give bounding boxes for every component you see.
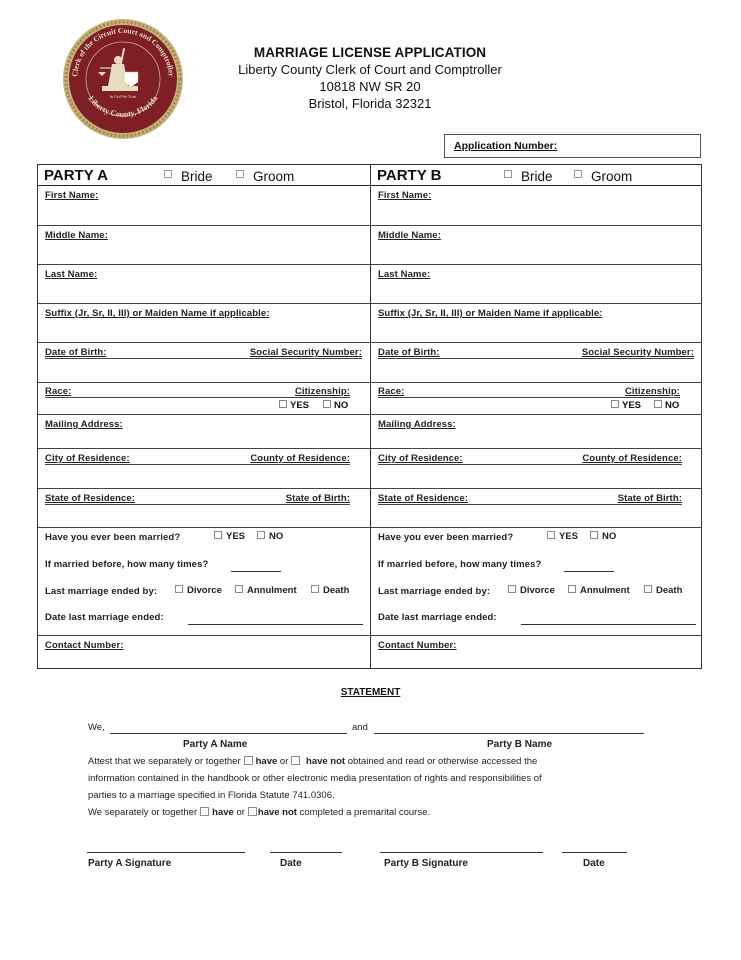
- statement-text: We separately or together: [88, 807, 198, 818]
- have-not-label: have not: [257, 807, 297, 818]
- checkbox-icon[interactable]: [279, 400, 287, 408]
- application-number-field[interactable]: [444, 134, 701, 158]
- divider: [45, 464, 350, 465]
- divider: [45, 358, 362, 359]
- document-header: [200, 44, 540, 112]
- checkbox-icon[interactable]: [504, 170, 512, 178]
- party-b-state-row[interactable]: [371, 489, 702, 528]
- ended-by-label: Last marriage ended by:: [45, 586, 158, 597]
- have-label: have: [255, 756, 278, 767]
- party-a-date-input[interactable]: [270, 852, 342, 853]
- annulment-label: Annulment: [247, 585, 297, 596]
- state-birth-label: State of Birth:: [617, 493, 682, 504]
- yes-label: YES: [622, 400, 642, 411]
- party-b-signature-label: Party B Signature: [384, 858, 468, 869]
- checkbox-icon[interactable]: [508, 585, 516, 593]
- party-b-dob-ssn-row[interactable]: [371, 343, 702, 383]
- suffix-label: Suffix (Jr, Sr, II, III) or Maiden Name if applicable:: [378, 308, 603, 319]
- have-not-label: have not: [306, 756, 346, 767]
- party-b-race-citizenship-row[interactable]: [371, 383, 702, 415]
- last-name-label: Last Name:: [45, 269, 98, 280]
- party-b-bride-option[interactable]: [504, 169, 553, 184]
- no-label: NO: [665, 400, 680, 411]
- party-a-signature-input[interactable]: [87, 852, 245, 853]
- times-married-question: If married before, how many times?: [378, 559, 542, 570]
- divider: [378, 464, 682, 465]
- office-name: Liberty County Clerk of Court and Comptroller: [238, 62, 502, 77]
- citizenship-label: Citizenship:: [294, 386, 350, 397]
- checkbox-icon[interactable]: [574, 170, 582, 178]
- statement-text: obtained and read or otherwise accessed the: [347, 756, 538, 767]
- party-b-date-label: Date: [583, 858, 605, 869]
- have-label: have: [212, 807, 234, 818]
- statement-and: and: [352, 722, 368, 733]
- divorce-option[interactable]: [508, 585, 555, 596]
- party-a-header: [38, 165, 370, 186]
- citizenship-yes-option[interactable]: [279, 400, 309, 411]
- party-b-city-county-row[interactable]: [371, 449, 702, 489]
- party-a-dob-ssn-row[interactable]: [38, 343, 370, 383]
- state-residence-label: State of Residence:: [378, 493, 469, 504]
- party-a-column: [38, 165, 370, 668]
- application-number-label: Application Number:: [454, 140, 558, 152]
- citizenship-no-option[interactable]: [654, 400, 679, 411]
- city-label: City of Residence:: [378, 453, 463, 464]
- ssn-label: Social Security Number:: [581, 347, 694, 358]
- checkbox-icon[interactable]: [611, 400, 619, 408]
- have-accessed-checkbox[interactable]: [244, 756, 253, 765]
- bride-label: Bride: [181, 169, 213, 184]
- party-a-mailing-address-field[interactable]: [38, 415, 370, 449]
- first-name-label: First Name:: [45, 190, 99, 201]
- married-yes-option[interactable]: [214, 531, 245, 542]
- or-label: or: [279, 756, 289, 767]
- svg-text:In God We Trust: In God We Trust: [109, 94, 137, 99]
- dob-label: Date of Birth:: [378, 347, 440, 358]
- party-a-city-county-row[interactable]: [38, 449, 370, 489]
- divorce-option[interactable]: [175, 585, 222, 596]
- divider: [45, 504, 350, 505]
- mailing-address-label: Mailing Address:: [45, 419, 123, 430]
- party-a-groom-option[interactable]: [236, 169, 294, 184]
- party-a-date-label: Date: [280, 858, 302, 869]
- checkbox-icon[interactable]: [214, 531, 222, 539]
- checkbox-icon[interactable]: [257, 531, 265, 539]
- state-residence-label: State of Residence:: [45, 493, 136, 504]
- checkbox-icon[interactable]: [654, 400, 662, 408]
- party-b-first-name-field[interactable]: [371, 186, 702, 226]
- party-b-marriage-history: [371, 528, 702, 636]
- statement-we: We,: [88, 722, 105, 733]
- party-b-groom-option[interactable]: [574, 169, 632, 184]
- first-name-label: First Name:: [378, 190, 432, 201]
- party-a-suffix-field[interactable]: [38, 304, 370, 343]
- have-not-completed-checkbox[interactable]: [248, 807, 257, 816]
- statement-line-4: [88, 807, 430, 818]
- party-b-signature-input[interactable]: [380, 852, 543, 853]
- annulment-option[interactable]: [568, 585, 630, 596]
- party-b-heading: PARTY B: [377, 167, 442, 184]
- race-label: Race:: [378, 386, 405, 397]
- married-no-option[interactable]: [590, 531, 616, 542]
- statement-line-2: information contained in the handbook or other electronic media presentation of rights and responsibilities of: [88, 773, 542, 784]
- times-married-input[interactable]: [564, 571, 614, 572]
- middle-name-label: Middle Name:: [45, 230, 108, 241]
- statement-text: completed a premarital course.: [299, 807, 431, 818]
- death-option[interactable]: [644, 585, 682, 596]
- divorce-label: Divorce: [520, 585, 555, 596]
- groom-label: Groom: [253, 169, 295, 184]
- document-title: MARRIAGE LICENSE APPLICATION: [253, 45, 487, 60]
- party-b-column: [370, 165, 702, 668]
- checkbox-icon[interactable]: [311, 585, 319, 593]
- party-a-state-row[interactable]: [38, 489, 370, 528]
- party-a-name-label: Party A Name: [183, 739, 248, 750]
- contact-number-label: Contact Number:: [45, 640, 124, 651]
- statement-line-1: [88, 756, 537, 767]
- citizenship-yes-option[interactable]: [611, 400, 641, 411]
- party-a-signature-label: Party A Signature: [88, 858, 172, 869]
- state-birth-label: State of Birth:: [285, 493, 350, 504]
- checkbox-icon[interactable]: [235, 585, 243, 593]
- checkbox-icon[interactable]: [236, 170, 244, 178]
- checkbox-icon[interactable]: [175, 585, 183, 593]
- married-no-option[interactable]: [257, 531, 283, 542]
- city-label: City of Residence:: [45, 453, 130, 464]
- times-married-input[interactable]: [231, 571, 281, 572]
- no-label: NO: [269, 531, 284, 542]
- suffix-label: Suffix (Jr, Sr, II, III) or Maiden Name if applicable:: [45, 308, 270, 319]
- date-ended-input[interactable]: [521, 624, 696, 625]
- party-b-name-input[interactable]: [374, 733, 644, 734]
- married-yes-option[interactable]: [547, 531, 578, 542]
- dob-label: Date of Birth:: [45, 347, 107, 358]
- contact-number-label: Contact Number:: [378, 640, 457, 651]
- married-question: Have you ever been married?: [378, 532, 514, 543]
- divider: [45, 397, 350, 398]
- yes-label: YES: [226, 531, 246, 542]
- annulment-option[interactable]: [235, 585, 297, 596]
- no-label: NO: [334, 400, 349, 411]
- svg-text:Clerk of the Circuit Court and: Clerk of the Circuit Court and Comptroller: [70, 25, 176, 78]
- death-label: Death: [656, 585, 683, 596]
- party-b-date-input[interactable]: [562, 852, 627, 853]
- party-b-suffix-field[interactable]: [371, 304, 702, 343]
- statement-line-3: parties to a marriage specified in Florida Statute 741.0306.: [88, 790, 335, 801]
- party-a-middle-name-field[interactable]: [38, 226, 370, 265]
- checkbox-icon[interactable]: [568, 585, 576, 593]
- groom-label: Groom: [591, 169, 633, 184]
- no-label: NO: [602, 531, 617, 542]
- death-label: Death: [323, 585, 350, 596]
- checkbox-icon[interactable]: [590, 531, 598, 539]
- have-completed-checkbox[interactable]: [200, 807, 209, 816]
- party-a-marriage-history: [38, 528, 370, 636]
- middle-name-label: Middle Name:: [378, 230, 441, 241]
- yes-label: YES: [559, 531, 579, 542]
- bride-label: Bride: [521, 169, 553, 184]
- annulment-label: Annulment: [580, 585, 630, 596]
- application-form-table: [37, 164, 702, 669]
- date-ended-label: Date last marriage ended:: [45, 612, 164, 623]
- party-a-name-input[interactable]: [110, 733, 347, 734]
- party-b-name-label: Party B Name: [487, 739, 553, 750]
- ssn-label: Social Security Number:: [249, 347, 362, 358]
- statement-text: Attest that we separately or together: [88, 756, 241, 767]
- svg-text:Liberty County, Florida: Liberty County, Florida: [86, 94, 160, 119]
- office-street: 10818 NW SR 20: [319, 79, 421, 94]
- or-label: or: [236, 807, 245, 818]
- party-b-contact-number-field[interactable]: [371, 636, 702, 669]
- party-a-last-name-field[interactable]: [38, 265, 370, 304]
- last-name-label: Last Name:: [378, 269, 431, 280]
- married-question: Have you ever been married?: [45, 532, 181, 543]
- divider: [378, 504, 682, 505]
- death-option[interactable]: [311, 585, 349, 596]
- divorce-label: Divorce: [187, 585, 222, 596]
- party-a-race-citizenship-row[interactable]: [38, 383, 370, 415]
- checkbox-icon[interactable]: [323, 400, 331, 408]
- ended-by-label: Last marriage ended by:: [378, 586, 491, 597]
- race-label: Race:: [45, 386, 72, 397]
- date-ended-label: Date last marriage ended:: [378, 612, 497, 623]
- have-not-accessed-checkbox[interactable]: [291, 756, 300, 765]
- party-b-middle-name-field[interactable]: [371, 226, 702, 265]
- divider: [378, 358, 694, 359]
- county-label: County of Residence:: [582, 453, 682, 464]
- yes-label: YES: [290, 400, 310, 411]
- checkbox-icon[interactable]: [547, 531, 555, 539]
- party-a-contact-number-field[interactable]: [38, 636, 370, 669]
- office-city: Bristol, Florida 32321: [308, 96, 432, 111]
- party-b-header: [371, 165, 702, 186]
- county-label: County of Residence:: [250, 453, 350, 464]
- checkbox-icon[interactable]: [644, 585, 652, 593]
- date-ended-input[interactable]: [188, 624, 363, 625]
- checkbox-icon[interactable]: [164, 170, 172, 178]
- party-a-heading: PARTY A: [44, 167, 108, 184]
- divider: [378, 397, 680, 398]
- statement-title: STATEMENT: [340, 687, 401, 698]
- party-a-first-name-field[interactable]: [38, 186, 370, 226]
- times-married-question: If married before, how many times?: [45, 559, 209, 570]
- party-b-last-name-field[interactable]: [371, 265, 702, 304]
- mailing-address-label: Mailing Address:: [378, 419, 456, 430]
- citizenship-no-option[interactable]: [323, 400, 348, 411]
- citizenship-label: Citizenship:: [624, 386, 680, 397]
- county-seal-logo: [62, 18, 184, 140]
- party-b-mailing-address-field[interactable]: [371, 415, 702, 449]
- party-a-bride-option[interactable]: [164, 169, 213, 184]
